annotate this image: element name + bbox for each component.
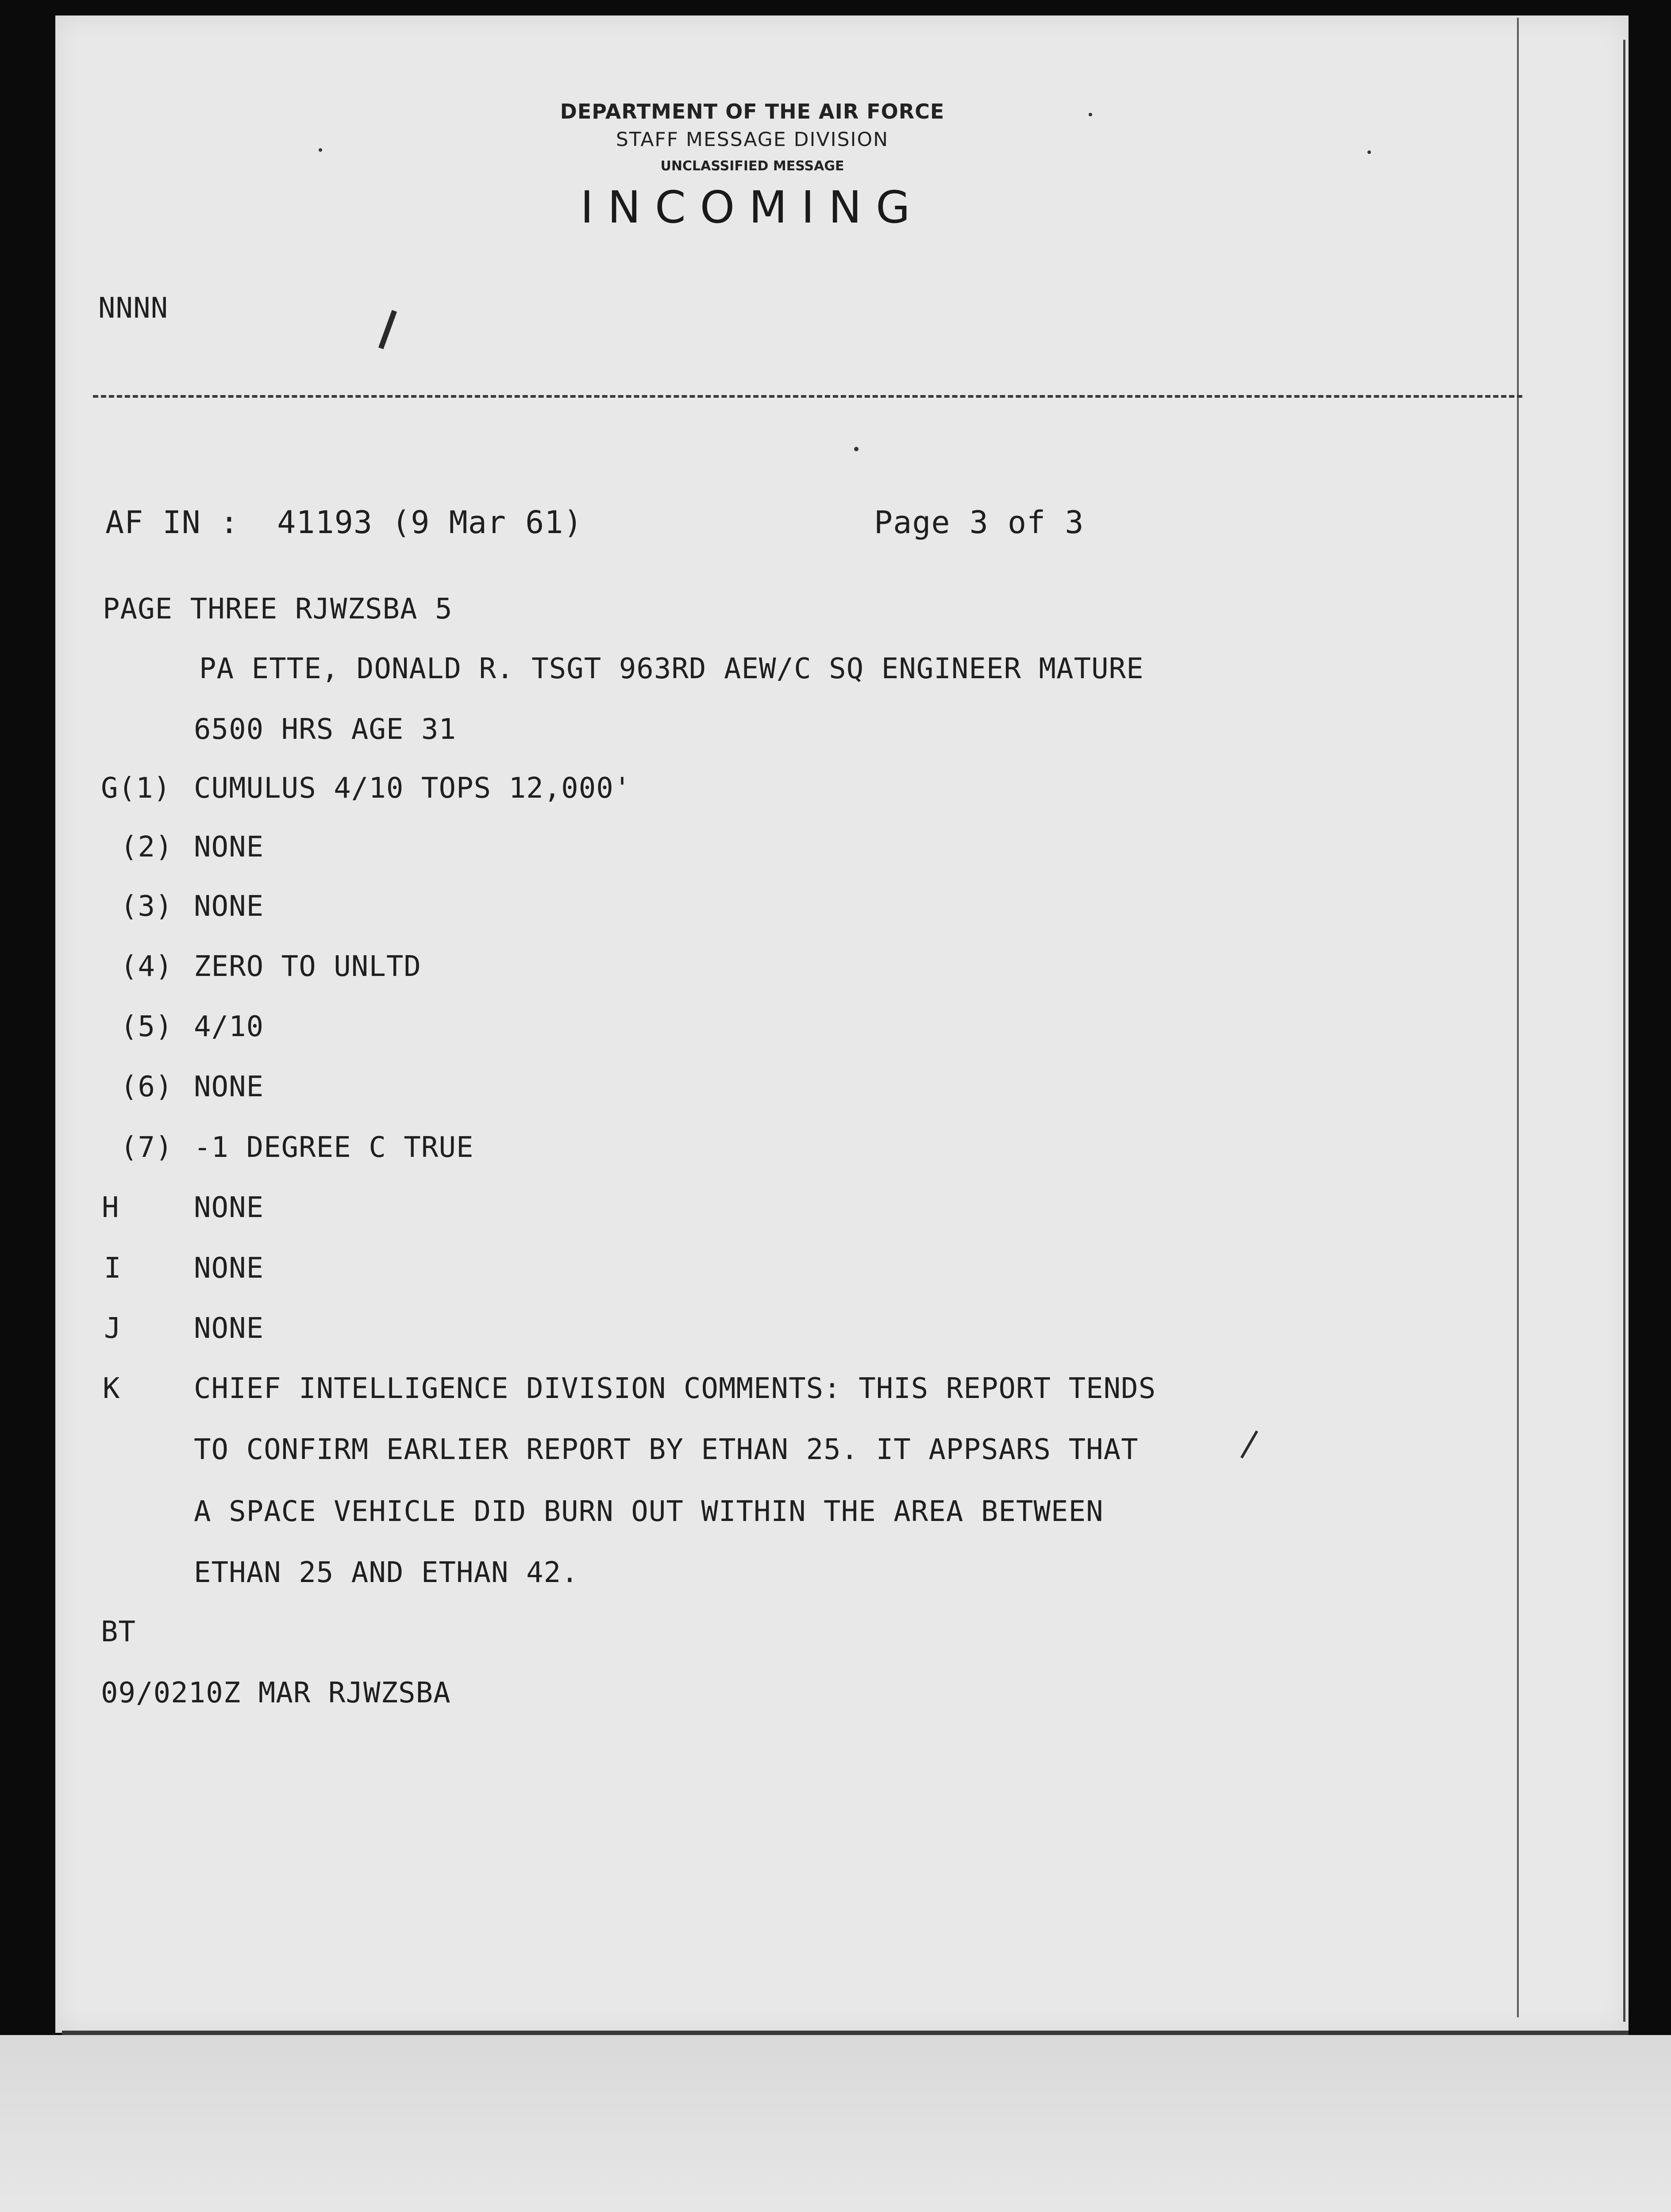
- item-key: (5): [120, 1010, 173, 1043]
- item-key: H: [102, 1191, 119, 1224]
- dust-speck: [854, 447, 859, 451]
- date-time-group: 09/0210Z MAR RJWZSBA: [101, 1677, 451, 1709]
- page-number: Page 3 of 3: [874, 504, 1084, 541]
- dust-speck: [319, 148, 322, 152]
- comment-line-4: ETHAN 25 AND ETHAN 42.: [194, 1556, 579, 1589]
- item-key: (3): [120, 890, 173, 923]
- break-indicator: BT: [101, 1616, 136, 1648]
- right-edge-rule: [1623, 40, 1625, 2022]
- item-text: NONE: [194, 831, 264, 864]
- item-key: K: [103, 1372, 120, 1405]
- item-text: NONE: [194, 890, 264, 923]
- item-key: (2): [120, 831, 173, 864]
- item-text: NONE: [194, 1071, 264, 1103]
- item-key: (6): [120, 1071, 173, 1103]
- crew-line-1: PA ETTE, DONALD R. TSGT 963RD AEW/C SQ ENGINEER MATURE: [199, 653, 1144, 685]
- item-key: (4): [120, 950, 173, 983]
- dust-speck: [1367, 150, 1371, 154]
- classification-label: UNCLASSIFIED MESSAGE: [660, 158, 844, 174]
- item-key: J: [104, 1312, 122, 1345]
- item-key: G(1): [101, 772, 171, 805]
- af-in-reference: AF IN : 41193 (9 Mar 61): [105, 504, 583, 541]
- right-margin-rule: [1517, 18, 1519, 2017]
- backing-area: [0, 2035, 1671, 2212]
- item-text: CUMULUS 4/10 TOPS 12,000': [194, 772, 631, 805]
- incoming-title: INCOMING: [580, 181, 924, 233]
- item-text: NONE: [194, 1191, 264, 1224]
- page-line: PAGE THREE RJWZSBA 5: [103, 593, 453, 626]
- item-text: NONE: [194, 1312, 264, 1345]
- item-key: I: [104, 1252, 122, 1285]
- separator-line: [93, 395, 1522, 398]
- crew-line-2: 6500 HRS AGE 31: [194, 713, 456, 746]
- item-text: CHIEF INTELLIGENCE DIVISION COMMENTS: THIS REPORT TENDS: [194, 1372, 1156, 1405]
- department-heading: DEPARTMENT OF THE AIR FORCE: [560, 100, 945, 123]
- item-text: NONE: [194, 1252, 264, 1285]
- message-sheet: [55, 15, 1629, 2033]
- division-heading: STAFF MESSAGE DIVISION: [616, 128, 889, 151]
- item-key: (7): [120, 1131, 173, 1164]
- item-text: -1 DEGREE C TRUE: [194, 1131, 474, 1164]
- comment-line-2: TO CONFIRM EARLIER REPORT BY ETHAN 25. IT APPSARS THAT: [194, 1433, 1139, 1466]
- item-text: 4/10: [194, 1010, 264, 1043]
- item-text: ZERO TO UNLTD: [194, 950, 421, 983]
- comment-line-3: A SPACE VEHICLE DID BURN OUT WITHIN THE AREA BETWEEN: [194, 1495, 1104, 1528]
- dust-speck: [1089, 113, 1092, 116]
- routing-indicator: NNNN: [98, 292, 169, 325]
